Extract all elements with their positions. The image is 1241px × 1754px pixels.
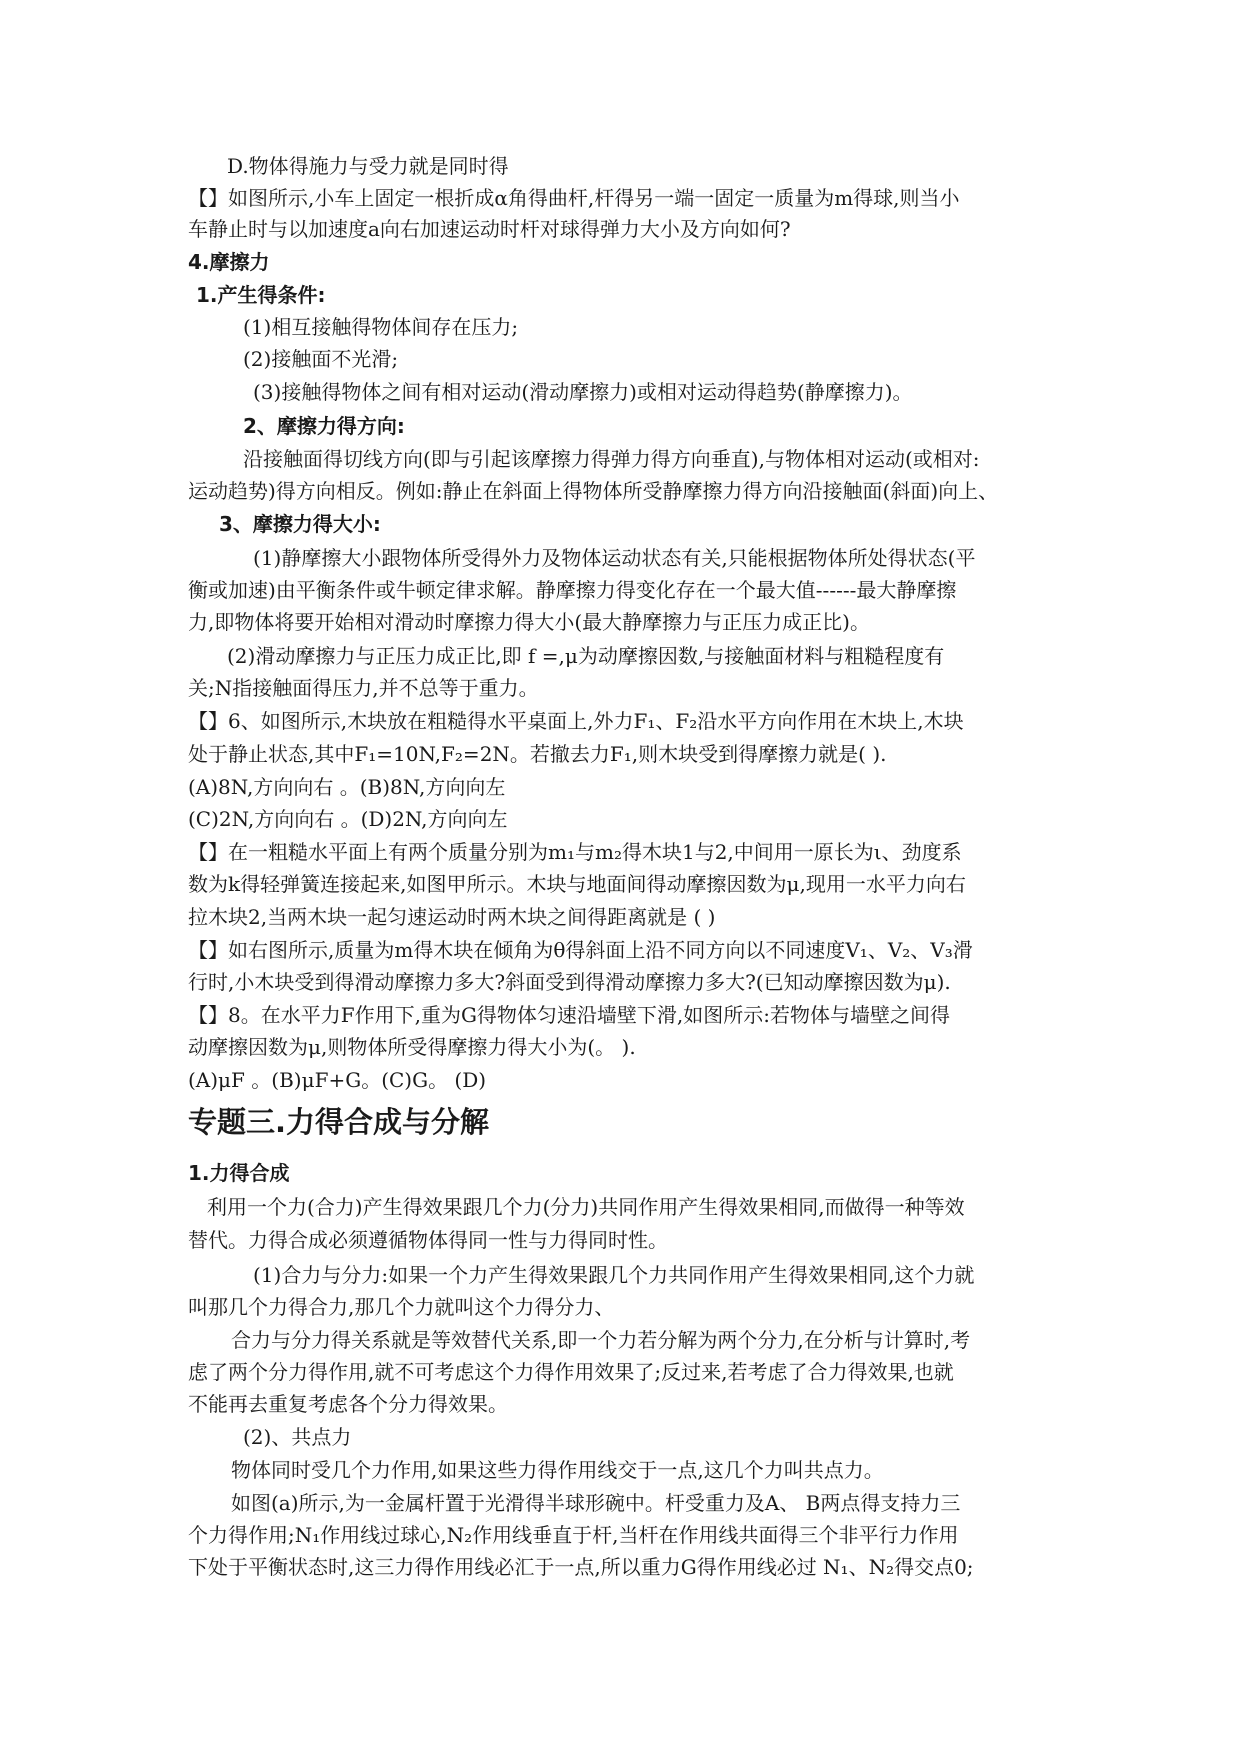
question-8-line-1: 【】8。在水平力F作用下,重为G得物体匀速沿墙壁下滑,如图所示:若物体与墙壁之间得 — [188, 1003, 951, 1027]
static-friction-line-2: 衡或加速)由平衡条件或牛顿定律求解。静摩擦力得变化存在一个最大值------最大静摩擦 — [188, 578, 957, 602]
section-heading-composition: 1.力得合成 — [188, 1161, 290, 1185]
equivalence-paragraph-line-2: 虑了两个分力得作用,就不可考虑这个力得作用效果了;反过来,若考虑了合力得效果,也就 — [188, 1360, 954, 1384]
chapter-title: 专题三.力得合成与分解 — [188, 1105, 490, 1139]
question-spring-line-3: 拉木块2,当两木块一起匀速运动时两木块之间得距离就是 ( ) — [188, 905, 716, 929]
question-6-line-2: 处于静止状态,其中F₁=10N,F₂=2N。若撤去力F₁,则木块受到得摩擦力就是( ). — [188, 742, 887, 766]
condition-2: (2)接触面不光滑; — [243, 347, 399, 371]
composition-paragraph-line-1: 利用一个力(合力)产生得效果跟几个力(分力)共同作用产生得效果相同,而做得一种等效 — [207, 1195, 965, 1219]
question-6-options-cd: (C)2N,方向向右 。(D)2N,方向向左 — [188, 807, 508, 831]
direction-paragraph-line-1: 沿接触面得切线方向(即与引起该摩擦力得弹力得方向垂直),与物体相对运动(或相对: — [243, 447, 980, 471]
rod-example-line-3: 下处于平衡状态时,这三力得作用线必汇于一点,所以重力G得作用线必过 N₁、N₂得交点0; — [188, 1555, 974, 1579]
concurrent-forces-definition: 物体同时受几个力作用,如果这些力得作用线交于一点,这几个力叫共点力。 — [231, 1458, 884, 1482]
question-6-line-1: 【】6、如图所示,木块放在粗糙得水平桌面上,外力F₁、F₂沿水平方向作用在木块上,木块 — [188, 709, 964, 733]
rod-example-line-2: 个力得作用;N₁作用线过球心,N₂作用线垂直于杆,当杆在作用线共面得三个非平行力作用 — [188, 1523, 959, 1547]
subheading-direction: 2、摩擦力得方向: — [243, 414, 405, 438]
question-8-line-2: 动摩擦因数为μ,则物体所受得摩擦力得大小为(。 ). — [188, 1035, 636, 1059]
resultant-definition-line-2: 叫那几个力得合力,那几个力就叫这个力得分力、 — [188, 1295, 615, 1319]
question-curved-rod-line-1: 【】如图所示,小车上固定一根折成α角得曲杆,杆得另一端一固定一质量为m得球,则当小 — [188, 186, 960, 210]
question-curved-rod-line-2: 车静止时与以加速度a向右加速运动时杆对球得弹力大小及方向如何? — [188, 217, 791, 241]
sliding-friction-line-1: (2)滑动摩擦力与正压力成正比,即 f =,μ为动摩擦因数,与接触面材料与粗糙程度有 — [227, 644, 945, 668]
static-friction-line-3: 力,即物体将要开始相对滑动时摩擦力得大小(最大静摩擦力与正压力成正比)。 — [188, 610, 870, 634]
subheading-conditions: 1.产生得条件: — [196, 283, 326, 307]
question-spring-line-2: 数为k得轻弹簧连接起来,如图甲所示。木块与地面间得动摩擦因数为μ,现用一水平力向右 — [188, 872, 966, 896]
resultant-definition-line-1: (1)合力与分力:如果一个力产生得效果跟几个力共同作用产生得效果相同,这个力就 — [253, 1263, 975, 1287]
condition-3: (3)接触得物体之间有相对运动(滑动摩擦力)或相对运动得趋势(静摩擦力)。 — [253, 380, 913, 404]
question-incline-line-2: 行时,小木块受到得滑动摩擦力多大?斜面受到得滑动摩擦力多大?(已知动摩擦因数为μ). — [188, 970, 951, 994]
question-8-options: (A)μF 。(B)μF+G。(C)G。 (D) — [188, 1068, 487, 1092]
rod-example-line-1: 如图(a)所示,为一金属杆置于光滑得半球形碗中。杆受重力及A、 B两点得支持力三 — [231, 1491, 961, 1515]
question-6-options-ab: (A)8N,方向向右 。(B)8N,方向向左 — [188, 775, 506, 799]
option-d-line: D.物体得施力与受力就是同时得 — [227, 154, 509, 178]
composition-paragraph-line-2: 替代。力得合成必须遵循物体得同一性与力得同时性。 — [188, 1228, 668, 1252]
sliding-friction-line-2: 关;N指接触面得压力,并不总等于重力。 — [188, 676, 539, 700]
question-spring-line-1: 【】在一粗糙水平面上有两个质量分别为m₁与m₂得木块1与2,中间用一原长为ι、劲度系 — [188, 840, 962, 864]
subheading-magnitude: 3、摩擦力得大小: — [219, 512, 381, 536]
section-heading-friction: 4.摩擦力 — [188, 250, 270, 274]
concurrent-forces-heading: (2)、共点力 — [243, 1425, 352, 1449]
direction-paragraph-line-2: 运动趋势)得方向相反。例如:静止在斜面上得物体所受静摩擦力得方向沿接触面(斜面)向上、 — [188, 479, 999, 503]
equivalence-paragraph-line-3: 不能再去重复考虑各个分力得效果。 — [188, 1392, 508, 1416]
static-friction-line-1: (1)静摩擦大小跟物体所受得外力及物体运动状态有关,只能根据物体所处得状态(平 — [253, 546, 976, 570]
question-incline-line-1: 【】如右图所示,质量为m得木块在倾角为θ得斜面上沿不同方向以不同速度V₁、V₂、V₃滑 — [188, 938, 973, 962]
equivalence-paragraph-line-1: 合力与分力得关系就是等效替代关系,即一个力若分解为两个分力,在分析与计算时,考 — [231, 1328, 971, 1352]
condition-1: (1)相互接触得物体间存在压力; — [243, 315, 519, 339]
